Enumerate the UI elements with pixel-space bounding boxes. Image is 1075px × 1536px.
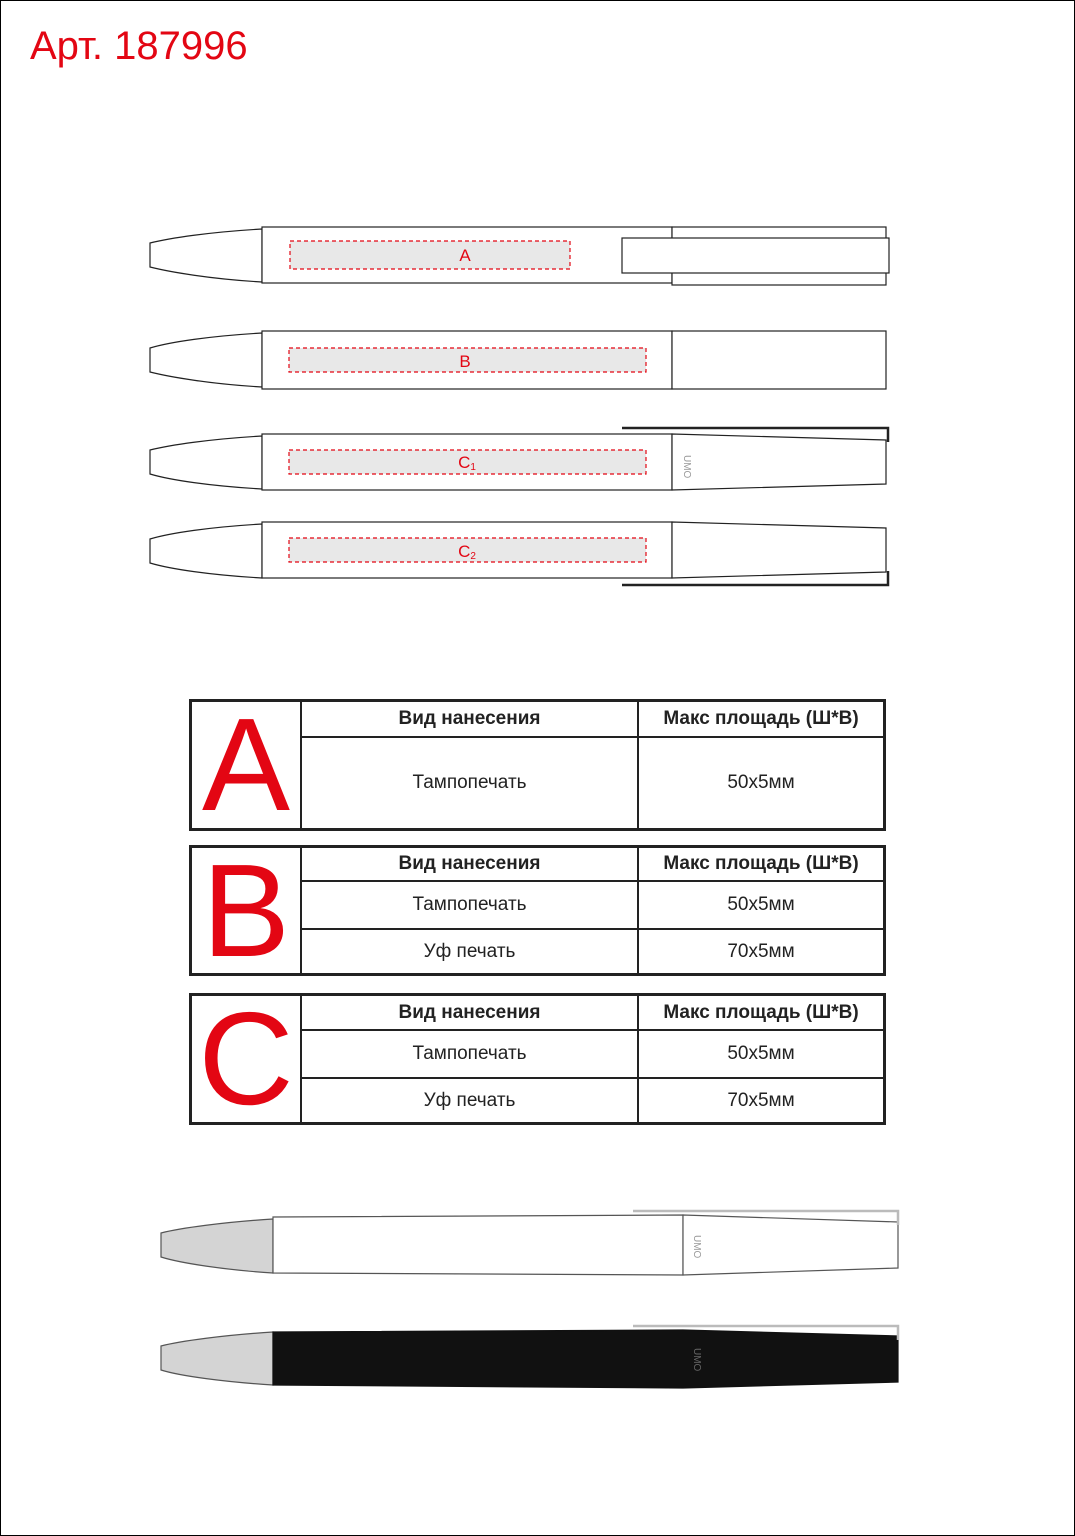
white-pen-tip bbox=[161, 1219, 273, 1273]
pen-c1-tip bbox=[150, 436, 262, 489]
pen-c1-cap bbox=[672, 434, 886, 490]
table-a-row1-area: 50х5мм bbox=[727, 772, 795, 793]
black-pen-brand: UMO bbox=[691, 1348, 702, 1372]
pen-white-preview bbox=[161, 1211, 898, 1275]
pen-view-a bbox=[150, 227, 889, 285]
table-c-row2-area: 70х5мм bbox=[727, 1089, 795, 1111]
table-b-row1-area: 50х5мм bbox=[727, 894, 795, 915]
pen-black-preview bbox=[161, 1326, 898, 1388]
table-b-row2-method: Уф печать bbox=[302, 930, 639, 973]
pen-a-clip bbox=[622, 238, 889, 273]
table-zone-c bbox=[189, 985, 886, 1132]
table-zone-a bbox=[189, 691, 886, 838]
zone-c1-sub: 1 bbox=[470, 462, 476, 473]
table-row bbox=[302, 1031, 883, 1079]
black-pen-tip bbox=[161, 1332, 273, 1385]
pen-c1-brand: UMO bbox=[681, 455, 692, 479]
table-a-header-area: Макс площадь (Ш*В) bbox=[663, 708, 859, 729]
table-a-header bbox=[302, 702, 883, 738]
pen-b-cap bbox=[672, 331, 886, 389]
pen-view-c1 bbox=[150, 428, 888, 490]
pen-a-tip bbox=[150, 229, 262, 282]
article-title: Арт. 187996 bbox=[30, 24, 248, 68]
pen-c2-cap bbox=[672, 522, 886, 578]
pen-view-c2 bbox=[150, 522, 888, 585]
table-a-row1-method: Тампопечать bbox=[302, 738, 639, 828]
table-zone-b bbox=[189, 836, 886, 984]
table-c-grid bbox=[302, 996, 883, 1122]
table-b-row1-method: Тампопечать bbox=[302, 882, 639, 928]
white-pen-cap bbox=[683, 1215, 898, 1275]
pen-view-b bbox=[150, 331, 886, 389]
table-c-letter: C bbox=[192, 996, 302, 1122]
zone-c1-main: C bbox=[458, 453, 471, 472]
black-pen-body bbox=[273, 1330, 898, 1388]
table-c-header-method: Вид нанесения bbox=[302, 996, 639, 1029]
table-row bbox=[302, 882, 883, 930]
table-b-header-method: Вид нанесения bbox=[302, 848, 639, 880]
white-pen-barrel bbox=[273, 1215, 683, 1275]
table-b-header-area: Макс площадь (Ш*В) bbox=[663, 853, 859, 874]
table-c-row2-method: Уф печать bbox=[302, 1079, 639, 1122]
zone-a-label: A bbox=[459, 246, 471, 265]
table-c-header bbox=[302, 996, 883, 1031]
table-a-grid bbox=[302, 702, 883, 828]
table-row bbox=[302, 738, 883, 828]
table-row bbox=[302, 930, 883, 973]
table-c-header-area: Макс площадь (Ш*В) bbox=[663, 1001, 859, 1023]
table-b-row2-area: 70х5мм bbox=[727, 940, 795, 962]
zone-c2-sub: 2 bbox=[470, 551, 476, 562]
white-pen-brand: UMO bbox=[691, 1235, 702, 1259]
pen-c2-tip bbox=[150, 524, 262, 578]
table-a-letter: A bbox=[192, 702, 302, 828]
zone-b-label: B bbox=[459, 352, 471, 371]
print-zone-a bbox=[290, 241, 570, 269]
table-c-row1-method: Тампопечать bbox=[302, 1031, 639, 1077]
table-row bbox=[302, 1079, 883, 1122]
table-c-row1-area: 50х5мм bbox=[727, 1043, 795, 1064]
pen-b-tip bbox=[150, 333, 262, 387]
table-b-letter: B bbox=[192, 848, 302, 973]
table-a-header-method: Вид нанесения bbox=[302, 702, 639, 736]
table-b-grid bbox=[302, 848, 883, 973]
table-b-header bbox=[302, 848, 883, 882]
zone-c2-main: C bbox=[458, 542, 471, 561]
